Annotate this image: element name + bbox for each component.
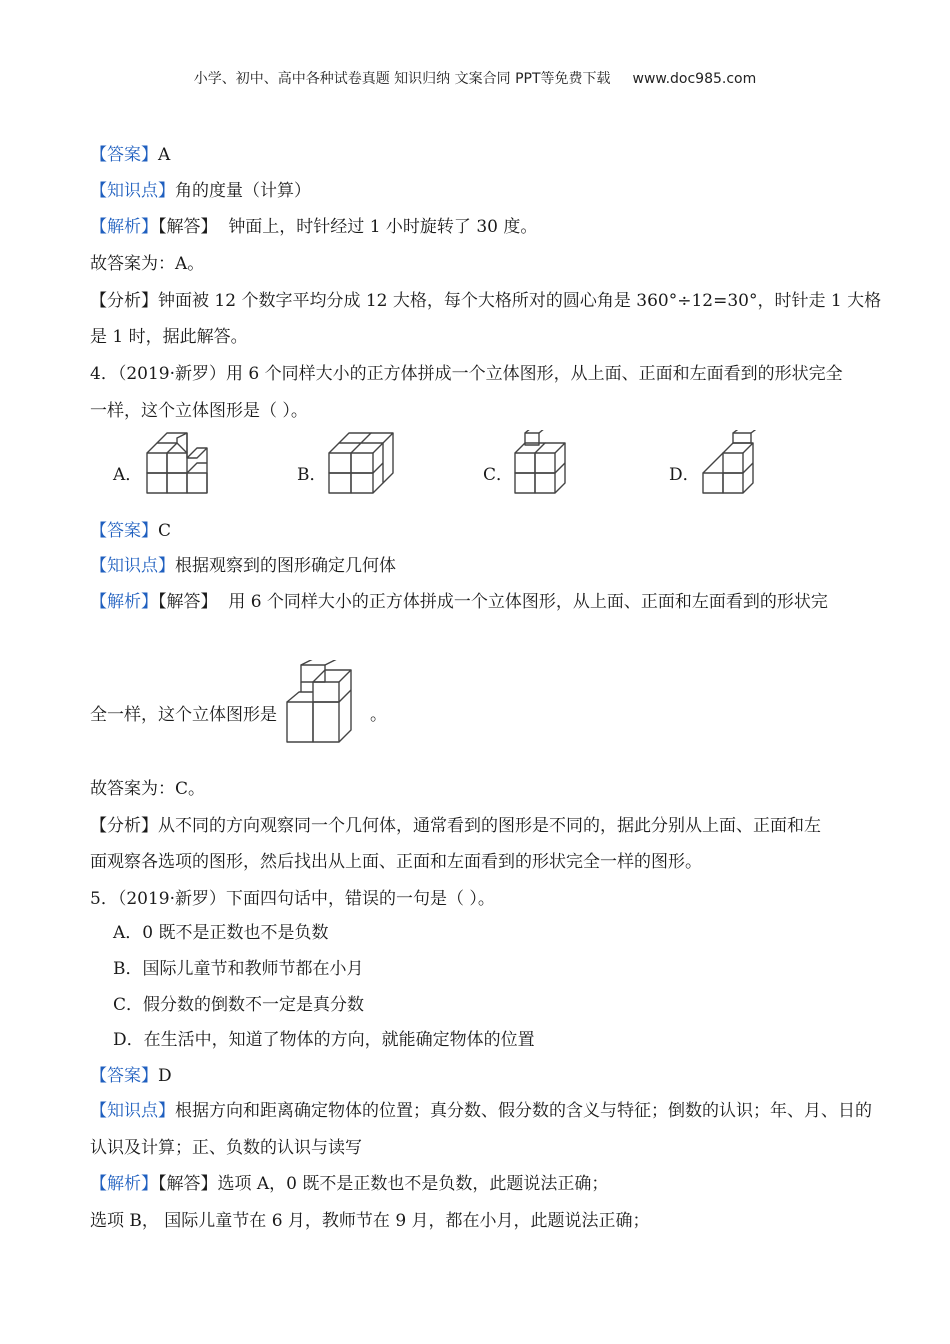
q3-fenxi-line-2: 是 1 时，据此解答。 (90, 327, 248, 347)
cube-figure-d (691, 430, 771, 498)
cube-figure-a (135, 430, 215, 498)
q4-answer: C (158, 521, 172, 541)
q3-conclusion: 故答案为：A。 (90, 254, 205, 274)
q4-option-a-label: A． (113, 465, 143, 485)
knowledge-tag: 【知识点】 (90, 556, 175, 576)
q5-answer-line (90, 1065, 172, 1087)
q4-fenxi-line-2: 面观察各选项的图形，然后找出从上面、正面和左面看到的形状完全一样的图形。 (90, 852, 702, 872)
q5-answer: D (158, 1066, 172, 1086)
answer-tag: 【答案】 (90, 1066, 158, 1086)
q5-analysis-line-1 (90, 1173, 608, 1195)
q3-fenxi-line-1 (90, 290, 881, 312)
analysis-tag: 【解析】 (90, 592, 158, 612)
q5-option-a[interactable]: A．0 既不是正数也不是负数 (113, 923, 329, 943)
fenxi-tag: 【分析】 (90, 816, 158, 836)
q5-stem: 5．（2019·新罗）下面四句话中，错误的一句是（ ）。 (90, 889, 495, 909)
q4-option-c-label: C． (483, 465, 514, 485)
q5-option-d[interactable]: D．在生活中，知道了物体的方向，就能确定物体的位置 (113, 1030, 535, 1050)
q4-solution-line-2 (90, 704, 277, 726)
q3-knowledge: 角的度量（计算） (175, 181, 311, 201)
q4-analysis-line (90, 591, 828, 613)
header-text: 小学、初中、高中各种试卷真题 知识归纳 文案合同 PPT等免费下载 (193, 71, 611, 87)
q4-answer-line (90, 520, 171, 542)
solution-tag: 【解答】 (158, 592, 218, 612)
q4-stem-2: 一样，这个立体图形是（ ）。 (90, 401, 308, 421)
q4-fenxi-1: 从不同的方向观察同一个几何体，通常看到的图形是不同的，据此分别从上面、正面和左 (158, 816, 821, 836)
solution-tag: 【解答】 (158, 217, 218, 237)
q4-knowledge: 根据观察到的图形确定几何体 (175, 556, 396, 576)
q3-knowledge-line (90, 180, 311, 202)
header-url[interactable]: www.doc985.com (632, 71, 757, 87)
q3-analysis-line (90, 216, 537, 238)
q5-option-c[interactable]: C．假分数的倒数不一定是真分数 (113, 995, 365, 1015)
q4-solution-2: 全一样，这个立体图形是 (90, 705, 277, 725)
q4-conclusion: 故答案为：C。 (90, 779, 206, 799)
q4-solution-end: 。 (370, 705, 387, 725)
q3-fenxi-1: 钟面被 12 个数字平均分成 12 大格，每个大格所对的圆心角是 360°÷12=30°，时针走 1 大格 (158, 291, 882, 311)
knowledge-tag: 【知识点】 (90, 1101, 175, 1121)
cube-figure-c (505, 430, 585, 498)
q5-solution-1: 选项 A，0 既不是正数也不是负数，此题说法正确； (217, 1174, 609, 1194)
q4-solution-1: 用 6 个同样大小的正方体拼成一个立体图形，从上面、正面和左面看到的形状完 (228, 592, 828, 612)
q5-solution-line-2: 选项 B， 国际儿童节在 6 月，教师节在 9 月，都在小月，此题说法正确； (90, 1211, 650, 1231)
answer-cube-figure (283, 660, 373, 746)
q4-option-b-label: B． (297, 465, 327, 485)
analysis-tag: 【解析】 (90, 1174, 158, 1194)
answer-tag: 【答案】 (90, 145, 158, 165)
solution-tag: 【解答】 (158, 1174, 218, 1194)
knowledge-tag: 【知识点】 (90, 181, 175, 201)
q4-fenxi-line-1 (90, 815, 821, 837)
q4-option-d-label: D． (669, 465, 700, 485)
q5-knowledge-line-1 (90, 1100, 872, 1122)
fenxi-tag: 【分析】 (90, 291, 158, 311)
q5-knowledge-1: 根据方向和距离确定物体的位置；真分数、假分数的含义与特征；倒数的认识；年、月、日的 (175, 1101, 872, 1121)
analysis-tag: 【解析】 (90, 217, 158, 237)
q3-answer: A (158, 145, 171, 165)
q3-solution: 钟面上，时针经过 1 小时旋转了 30 度。 (228, 217, 538, 237)
page-header (0, 68, 950, 88)
q3-answer-line (90, 144, 170, 166)
answer-tag: 【答案】 (90, 521, 158, 541)
q5-option-b[interactable]: B．国际儿童节和教师节都在小月 (113, 959, 364, 979)
q5-knowledge-line-2: 认识及计算；正、负数的认识与读写 (90, 1138, 362, 1158)
cube-figure-b (319, 430, 399, 498)
q4-knowledge-line (90, 555, 396, 577)
q4-stem-1: 4．（2019·新罗）用 6 个同样大小的正方体拼成一个立体图形，从上面、正面和左面看到的形状完全 (90, 364, 843, 384)
